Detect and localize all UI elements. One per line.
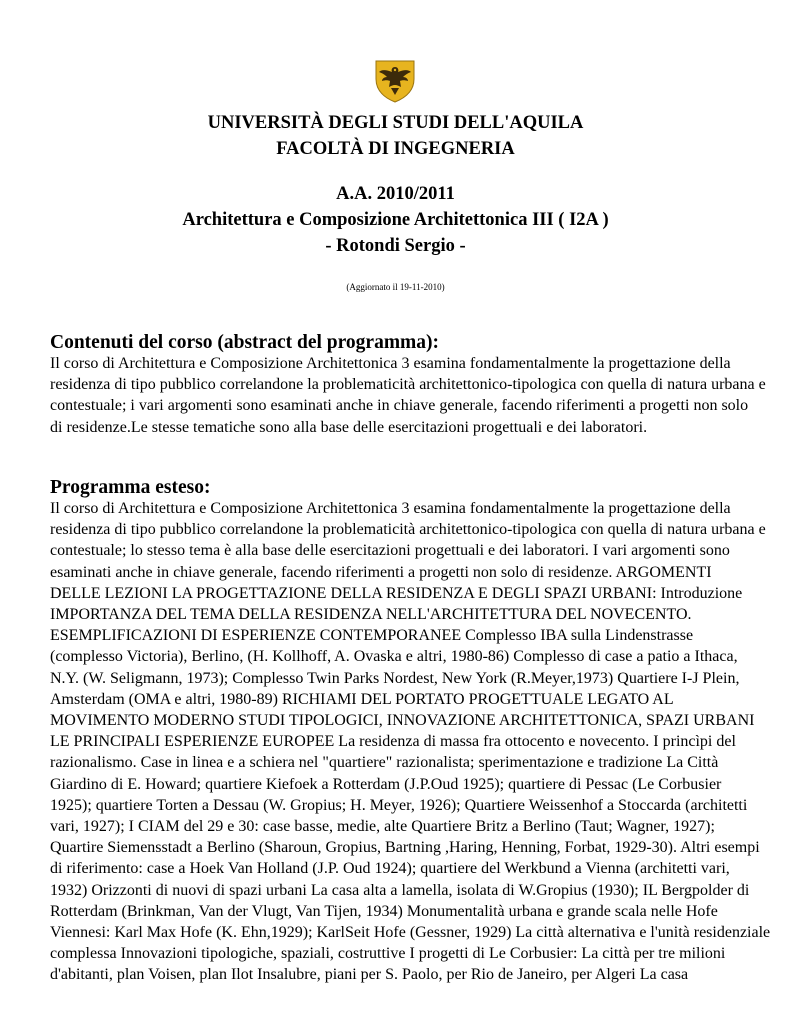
- program-line: Il corso di Architettura e Composizione Architettonica 3 esamina fondamentalmente la progettazione della: [50, 500, 731, 517]
- program-line: MOVIMENTO MODERNO STUDI TIPOLOGICI, INNOVAZIONE ARCHITETTONICA, SPAZI URBANI: [50, 712, 755, 730]
- course-title: Architettura e Composizione Architettonica III ( I2A ): [182, 210, 609, 230]
- program-line: esaminati anche in chiave generale, facendo riferimenti a progetti non solo di residenze. ARGOMENTI: [50, 563, 712, 581]
- university-crest-icon: [374, 57, 416, 103]
- program-line: residenza di tipo pubblico correlandone la problematicità architettonico-tipologica con quella di natura urbana e: [50, 521, 766, 539]
- program-line: d'abitanti, plan Voisen, plan Ilot Insalubre, piani per S. Paolo, per Rio de Janeiro, per Algeri La casa: [50, 966, 689, 984]
- program-line: IMPORTANZA DEL TEMA DELLA RESIDENZA NELL'ARCHITETTURA DEL NOVECENTO.: [50, 606, 692, 624]
- abstract-line: Il corso di Architettura e Composizione Architettonica 3 esamina fondamentalmente la progettazione della: [50, 355, 731, 372]
- program-paragraph: [50, 498, 771, 986]
- program-line: Amsterdam (OMA e altri, 1980-89) RICHIAMI DEL PORTATO PROGETTUALE LEGATO AL: [50, 690, 674, 708]
- update-date: (Aggiornato il 19-11-2010): [346, 282, 445, 292]
- abstract-title: Contenuti del corso (abstract del programma):: [50, 332, 440, 353]
- abstract-line: di residenze.Le stesse tematiche sono alla base delle esercitazioni progettuali e dei laboratori.: [50, 418, 648, 436]
- program-line: (complesso Victoria), Berlino, (H. Kollhoff, A. Ovaska e altri, 1980-86) Complesso di case a patio a Ithaca,: [50, 648, 738, 666]
- abstract-paragraph: [50, 353, 766, 438]
- program-line: Rotterdam (Brinkman, Van der Vlugt, Van Tijen, 1934) Monumentalità urbana e grande scala nelle Hofe: [50, 902, 718, 920]
- program-line: contestuale; lo stesso tema è alla base delle esercitazioni progettuali e dei laboratori. I vari argomenti sono: [50, 542, 730, 560]
- professor-name: - Rotondi Sergio -: [325, 236, 466, 256]
- program-line: complessa Innovazioni tipologiche, spaziali, costruttive I progetti di Le Corbusier: La città per tre milioni: [50, 945, 726, 963]
- program-line: 1932) Orizzonti di nuovi di spazi urbani La casa alta a lamella, isolata di W.Gropius (1930); IL Bergpolder di: [50, 881, 750, 899]
- program-line: DELLE LEZIONI LA PROGETTAZIONE DELLA RESIDENZA E DEGLI SPAZI URBANI: Introduzione: [50, 584, 743, 602]
- program-line: Viennesi: Karl Max Hofe (K. Ehn,1929); KarlSeit Hofe (Gessner, 1929) La città alternativa e l'unità residenziale: [50, 924, 771, 942]
- program-line: ESEMPLIFICAZIONI DI ESPERIENZE CONTEMPORANEE Complesso IBA sulla Lindenstrasse: [50, 627, 694, 645]
- header-course: [0, 181, 791, 259]
- program-title: Programma esteso:: [50, 477, 211, 498]
- faculty-name: FACOLTÀ DI INGEGNERIA: [276, 139, 515, 159]
- program-line: razionalismo. Case in linea e a schiera nel "quartiere" razionalista; sperimentazione e tradizione La Città: [50, 754, 719, 772]
- program-line: N.Y. (W. Seligmann, 1973); Complesso Twin Parks Nordest, New York (R.Meyer,1973) Quartiere I-J Plein,: [50, 669, 740, 687]
- program-line: Giardino di E. Howard; quartiere Kiefoek a Rotterdam (J.P.Oud 1925); quartiere di Pessac (Le Corbusier: [50, 775, 722, 793]
- abstract-line: contestuale; i vari argomenti sono esaminati anche in chiave generale, facendo riferimenti a progetti non solo: [50, 397, 749, 415]
- university-name: UNIVERSITÀ DEGLI STUDI DELL'AQUILA: [207, 113, 584, 133]
- header-institution: [0, 110, 791, 162]
- program-line: di riferimento: case a Hoek Van Holland (J.P. Oud 1924); quartiere del Werkbund a Vienna (architetti vari,: [50, 860, 730, 878]
- academic-year: A.A. 2010/2011: [336, 184, 455, 204]
- program-line: vari, 1927); I CIAM del 29 e 30: case basse, medie, alte Quartiere Britz a Berlino (Taut; Wagner, 1927);: [50, 818, 715, 836]
- program-line: Quartire Siemensstadt a Berlino (Sharoun, Gropius, Bartning ,Haring, Henning, Forbat, 1929-30). Altri esempi: [50, 839, 760, 857]
- program-line: 1925); quartiere Torten a Dessau (W. Gropius; H. Meyer, 1926); Quartiere Weissenhof a Stoccarda (architetti: [50, 796, 748, 814]
- eagle-shield-icon: [374, 57, 416, 103]
- program-line: LE PRINCIPALI ESPERIENZE EUROPEE La residenza di massa fra ottocento e novecento. I princìpi del: [50, 733, 736, 751]
- abstract-line: residenza di tipo pubblico correlandone la problematicità architettonico-tipologica con quella di natura urbana e: [50, 376, 766, 394]
